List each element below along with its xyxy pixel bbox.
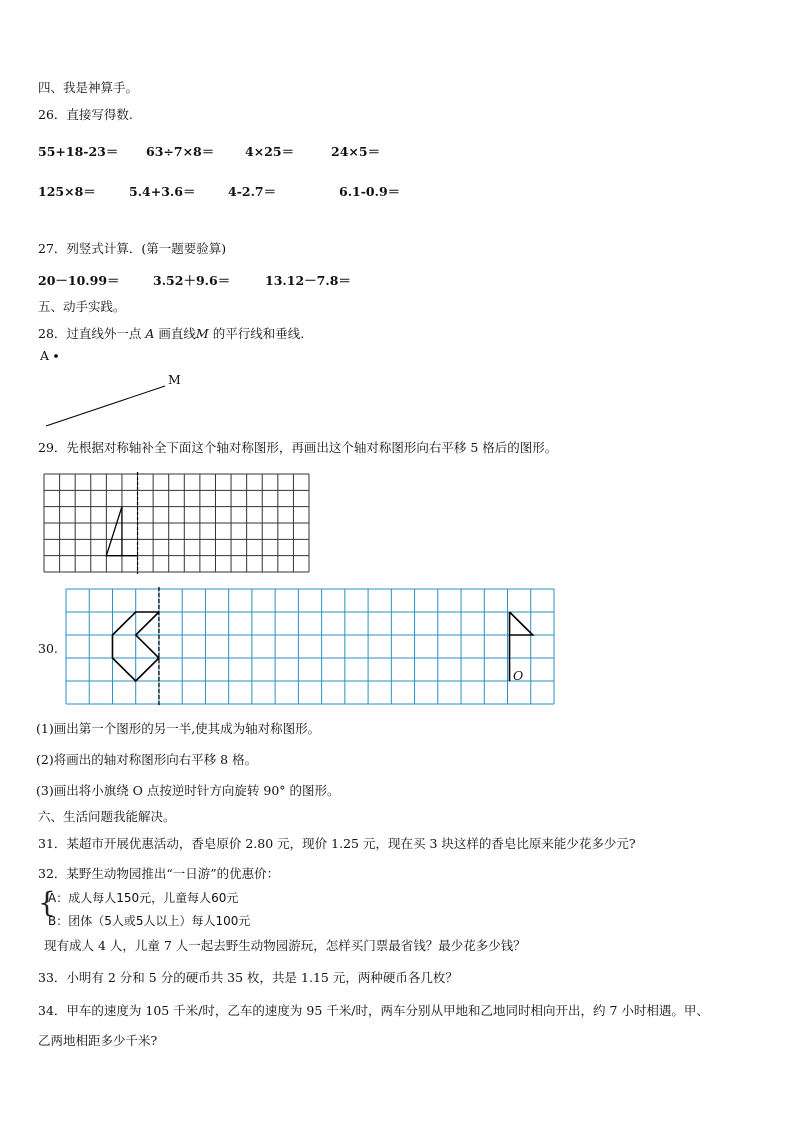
q29-title: 29．先根据对称轴补全下面这个轴对称图形，再画出这个轴对称图形向右平移 5 格后的图形。 [38,440,558,455]
q34-text-line2: 乙两地相距多少千米? [38,1033,158,1048]
section-6-heading: 六、生活问题我能解决。 [38,809,176,824]
q34-text-line1: 34．甲车的速度为 105 千米/时，乙车的速度为 95 千米/时，两车分别从甲地和乙地同时相向开出，约 7 小时相遇。甲、 [38,1003,709,1018]
q27-item: 13.12－7.8＝ [265,273,351,288]
line-m [46,386,165,426]
point-a-label: A [40,348,50,363]
q29-grid [44,474,310,574]
line-m-label: M [168,372,181,387]
q28-title-mid: 画直线 [154,326,196,341]
point-a-dot [54,354,58,358]
q27-item: 20－10.99＝ [38,273,120,288]
q33-text: 33．小明有 2 分和 5 分的硬币共 35 枚，共是 1.15 元，两种硬币各几枚？ [38,970,458,985]
q27-item: 3.52＋9.6＝ [153,273,231,288]
flag [510,612,533,635]
q26-title: 26．直接写得数. [38,107,133,122]
q28-title-pre: 28．过直线外一点 [38,326,146,341]
q30-label: 30. [38,641,58,656]
q26-item: 6.1-0.9＝ [339,184,401,199]
q28-point-name: A [145,326,155,341]
section-5-heading: 五、动手实践。 [38,299,126,314]
q28-title-post: 的平行线和垂线. [208,326,305,341]
q32-option-b: B：团体（5人或5人以上）每人100元 [48,914,251,928]
q26-item: 4-2.7＝ [228,184,277,199]
q31-text: 31．某超市开展优惠活动，香皂原价 2.80 元，现价 1.25 元，现在买 3 块这样的香皂比原来能少花多少元? [38,836,636,851]
q32-option-a: A：成人每人150元，儿童每人60元 [48,891,239,905]
point-o-label: O [513,668,524,683]
q26-item: 125×8＝ [38,184,96,199]
section-4-heading: 四、我是神算手。 [38,80,139,95]
q32-title: 32．某野生动物园推出“一日游”的优惠价： [38,866,280,881]
q32-question: 现有成人 4 人，儿童 7 人一起去野生动物园游玩，怎样买门票最省钱？最少花多少钱？ [44,938,526,953]
q26-item: 55+18-23＝ [38,144,119,159]
q26-item: 4×25＝ [245,144,295,159]
q26-item: 63÷7×8＝ [146,144,215,159]
q30-sub2: (2)将画出的轴对称图形向右平移 8 格。 [36,752,258,767]
q30-sub3: (3)画出将小旗绕 O 点按逆时针方向旋转 90° 的图形。 [36,783,340,798]
brace-icon: { [38,886,56,919]
q26-item: 5.4+3.6＝ [129,184,196,199]
q30-grid [66,589,556,705]
q27-title: 27．列竖式计算．(第一题要验算) [38,241,227,256]
q30-sub1: (1)画出第一个图形的另一半,使其成为轴对称图形。 [36,721,321,736]
q28-line-name: M [195,326,209,341]
q26-item: 24×5＝ [331,144,381,159]
